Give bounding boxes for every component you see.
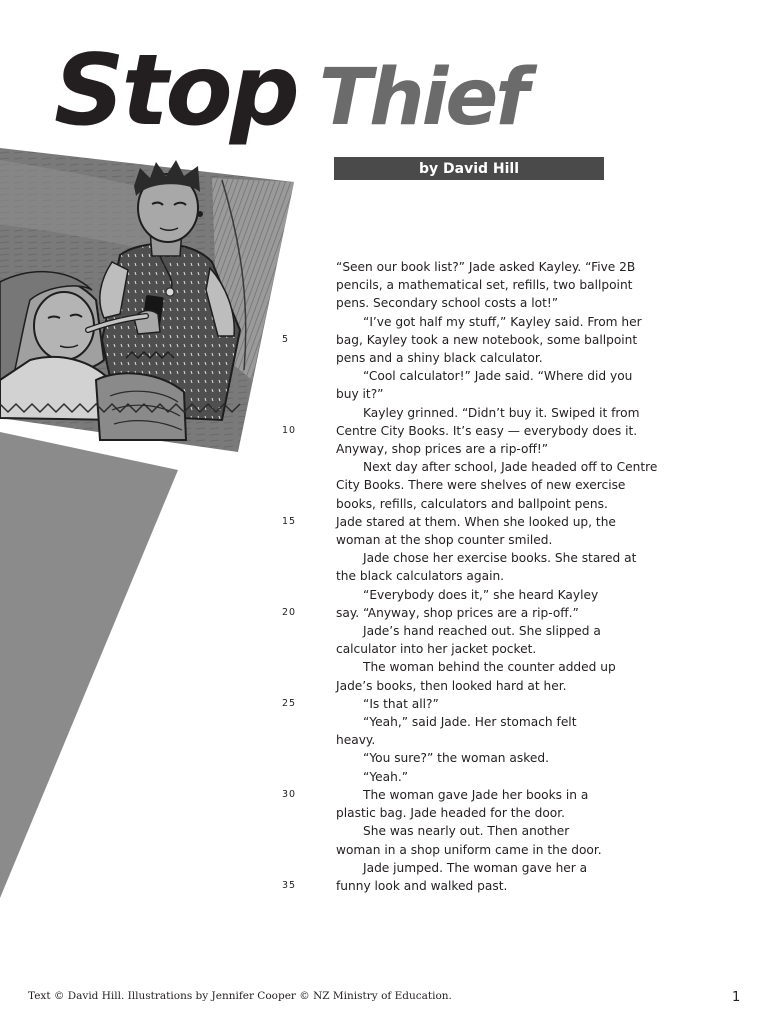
story-line: pens. Secondary school costs a lot!” <box>336 296 559 311</box>
story-line: “Cool calculator!” Jade said. “Where did you <box>363 369 633 384</box>
story-line: The woman behind the counter added up <box>363 660 616 675</box>
title-word-thief: Thief <box>318 53 527 143</box>
story-line: say. “Anyway, shop prices are a rip-off.” <box>336 605 579 620</box>
line-number: 25 <box>282 697 297 709</box>
story-line: “Yeah,” said Jade. Her stomach felt <box>363 715 577 730</box>
story-line: Kayley grinned. “Didn’t buy it. Swiped it from <box>363 405 640 420</box>
line-number: 30 <box>282 788 297 800</box>
story-line: calculator into her jacket pocket. <box>336 642 537 657</box>
story-line: Jade’s books, then looked hard at her. <box>336 678 567 693</box>
line-number: 35 <box>282 879 297 891</box>
story-line: The woman gave Jade her books in a <box>363 787 589 802</box>
line-number: 5 <box>282 333 290 345</box>
story-line: pens and a shiny black calculator. <box>336 351 543 366</box>
author-byline: by David Hill <box>334 157 604 180</box>
story-line: Centre City Books. It’s easy — everybody does it. <box>336 423 638 438</box>
title-word-stop: Stop <box>54 34 297 148</box>
story-line: woman at the shop counter smiled. <box>336 533 553 548</box>
story-line: plastic bag. Jade headed for the door. <box>336 806 565 821</box>
story-line: City Books. There were shelves of new exercise <box>336 478 626 493</box>
story-line: “I’ve got half my stuff,” Kayley said. From her <box>363 314 642 329</box>
story-line: Jade jumped. The woman gave her a <box>363 860 588 875</box>
story-line: Jade’s hand reached out. She slipped a <box>363 624 601 639</box>
story-line: pencils, a mathematical set, refills, two ballpoint <box>336 278 633 293</box>
story-line: She was nearly out. Then another <box>363 824 570 839</box>
story-line: “Everybody does it,” she heard Kayley <box>363 587 599 602</box>
story-line: funny look and walked past. <box>336 878 508 893</box>
story-line: Jade chose her exercise books. She stared at <box>363 551 637 566</box>
story-line: the black calculators again. <box>336 569 505 584</box>
story-line: heavy. <box>336 733 376 748</box>
page-title <box>54 34 527 148</box>
story-line: Next day after school, Jade headed off to Centre <box>363 460 658 475</box>
story-line: “Is that all?” <box>363 696 439 711</box>
line-number: 10 <box>282 424 297 436</box>
story-line: “Seen our book list?” Jade asked Kayley. “Five 2B <box>336 260 636 274</box>
line-number: 15 <box>282 515 297 527</box>
story-line: Anyway, shop prices are a rip-off!” <box>336 442 549 457</box>
story-line: woman in a shop uniform came in the door. <box>336 842 602 857</box>
story-line: “You sure?” the woman asked. <box>363 751 549 766</box>
grey-diagonal-band <box>0 432 178 898</box>
line-number: 20 <box>282 606 297 618</box>
story-line: bag, Kayley took a new notebook, some ballpoint <box>336 332 638 347</box>
illustration-two-girls-calculator-icon <box>0 148 297 452</box>
page-number: 1 <box>732 990 741 1005</box>
story-line: books, refills, calculators and ballpoint pens. <box>336 496 608 511</box>
story-line: “Yeah.” <box>363 769 409 784</box>
story-line: buy it?” <box>336 387 384 402</box>
story-line: Jade stared at them. When she looked up, the <box>336 514 616 529</box>
story-text <box>336 258 676 895</box>
copyright-credit: Text © David Hill. Illustrations by Jennifer Cooper © NZ Ministry of Education. <box>28 990 452 1002</box>
